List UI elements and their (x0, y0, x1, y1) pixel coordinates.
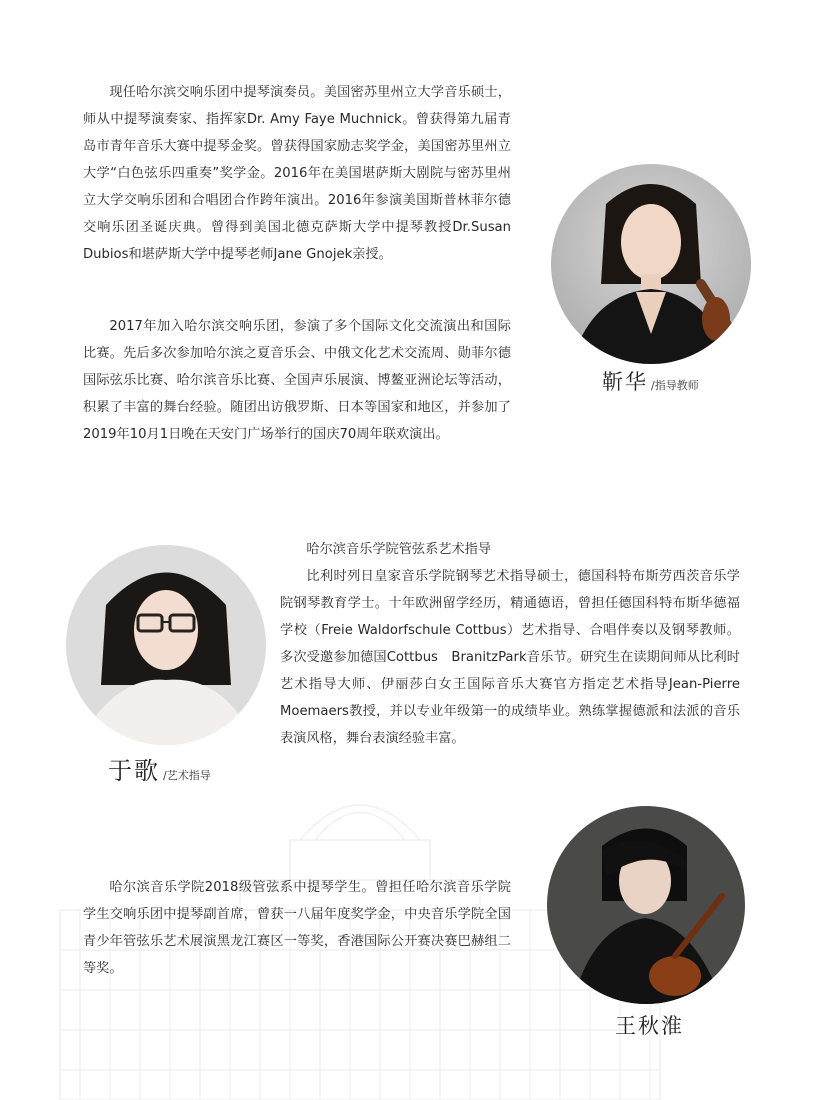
portrait-image-wangqiuhuai (547, 806, 745, 1004)
bio-paragraph-1: 现任哈尔滨交响乐团中提琴演奏员。美国密苏里州立大学音乐硕士，师从中提琴演奏家、指挥家Dr. Amy Faye Muchnick。曾获得第九届青岛市青年音乐大赛中提琴金奖。曾获得国家励志奖学金，美国密苏里州立大学“白色弦乐四重奏”奖学金。2016年在美国堪萨斯大剧院与密苏里州立大学交响乐团和合唱团合作跨年演出。2016年参演美国斯普林菲尔德交响乐团圣诞庆典。曾得到美国北德克萨斯大学中提琴教授Dr.Susan Dubios和堪萨斯大学中提琴老师Jane Gnojek亲授。 (83, 85, 525, 262)
portrait-image-jinhua (551, 164, 751, 364)
bio-paragraph-3: 比利时列日皇家音乐学院钢琴艺术指导硕士，德国科特布斯劳西茨音乐学院钢琴教育学士。十年欧洲留学经历，精通德语，曾担任德国科特布斯华德福学校（Freie Waldorfschule Cottbus）艺术指导、合唱伴奏以及钢琴教师。多次受邀参加德国Cottbus BranitzPark音乐节。研究生在读期间师从比利时艺术指导大师、伊丽莎白女王国际音乐大赛官方指定艺术指导Jean-Pierre Moemaers教授，并以专业年级第一的成绩毕业。熟练掌握德派和法派的音乐表演风格，舞台表演经验丰富。 (280, 569, 754, 746)
person-role: /指导教师 (651, 379, 699, 392)
person-name: 靳华 (602, 370, 648, 394)
person-name: 王秋淮 (615, 1014, 684, 1038)
name-label-wangqiuhuai (615, 1010, 684, 1040)
name-label-yuge (108, 751, 211, 786)
person-name: 于歌 (108, 757, 160, 785)
portrait-image-yuge (66, 545, 266, 745)
person-role: /艺术指导 (163, 769, 211, 782)
bio-paragraph-4: 哈尔滨音乐学院2018级管弦系中提琴学生。曾担任哈尔滨音乐学院学生交响乐团中提琴副首席，曾获一八届年度奖学金，中央音乐学院全国青少年管弦乐艺术展演黑龙江赛区一等奖，香港国际公开赛决赛巴赫组二等奖。 (83, 880, 511, 976)
bio-paragraph-2: 2017年加入哈尔滨交响乐团，参演了多个国际文化交流演出和国际比赛。先后多次参加哈尔滨之夏音乐会、中俄文化艺术交流周、勋菲尔德国际弦乐比赛、哈尔滨音乐比赛、全国声乐展演、博鳌亚洲论坛等活动，积累了丰富的舞台经验。随团出访俄罗斯、日本等国家和地区，并参加了2019年10月1日晚在天安门广场举行的国庆70周年联欢演出。 (83, 319, 511, 442)
portrait-photo-wangqiuhuai (547, 806, 745, 1004)
portrait-photo-jinhua (551, 164, 751, 364)
bio-heading: 哈尔滨音乐学院管弦系艺术指导 (306, 542, 492, 557)
name-label-jinhua (602, 366, 699, 396)
portrait-photo-yuge (66, 545, 266, 745)
